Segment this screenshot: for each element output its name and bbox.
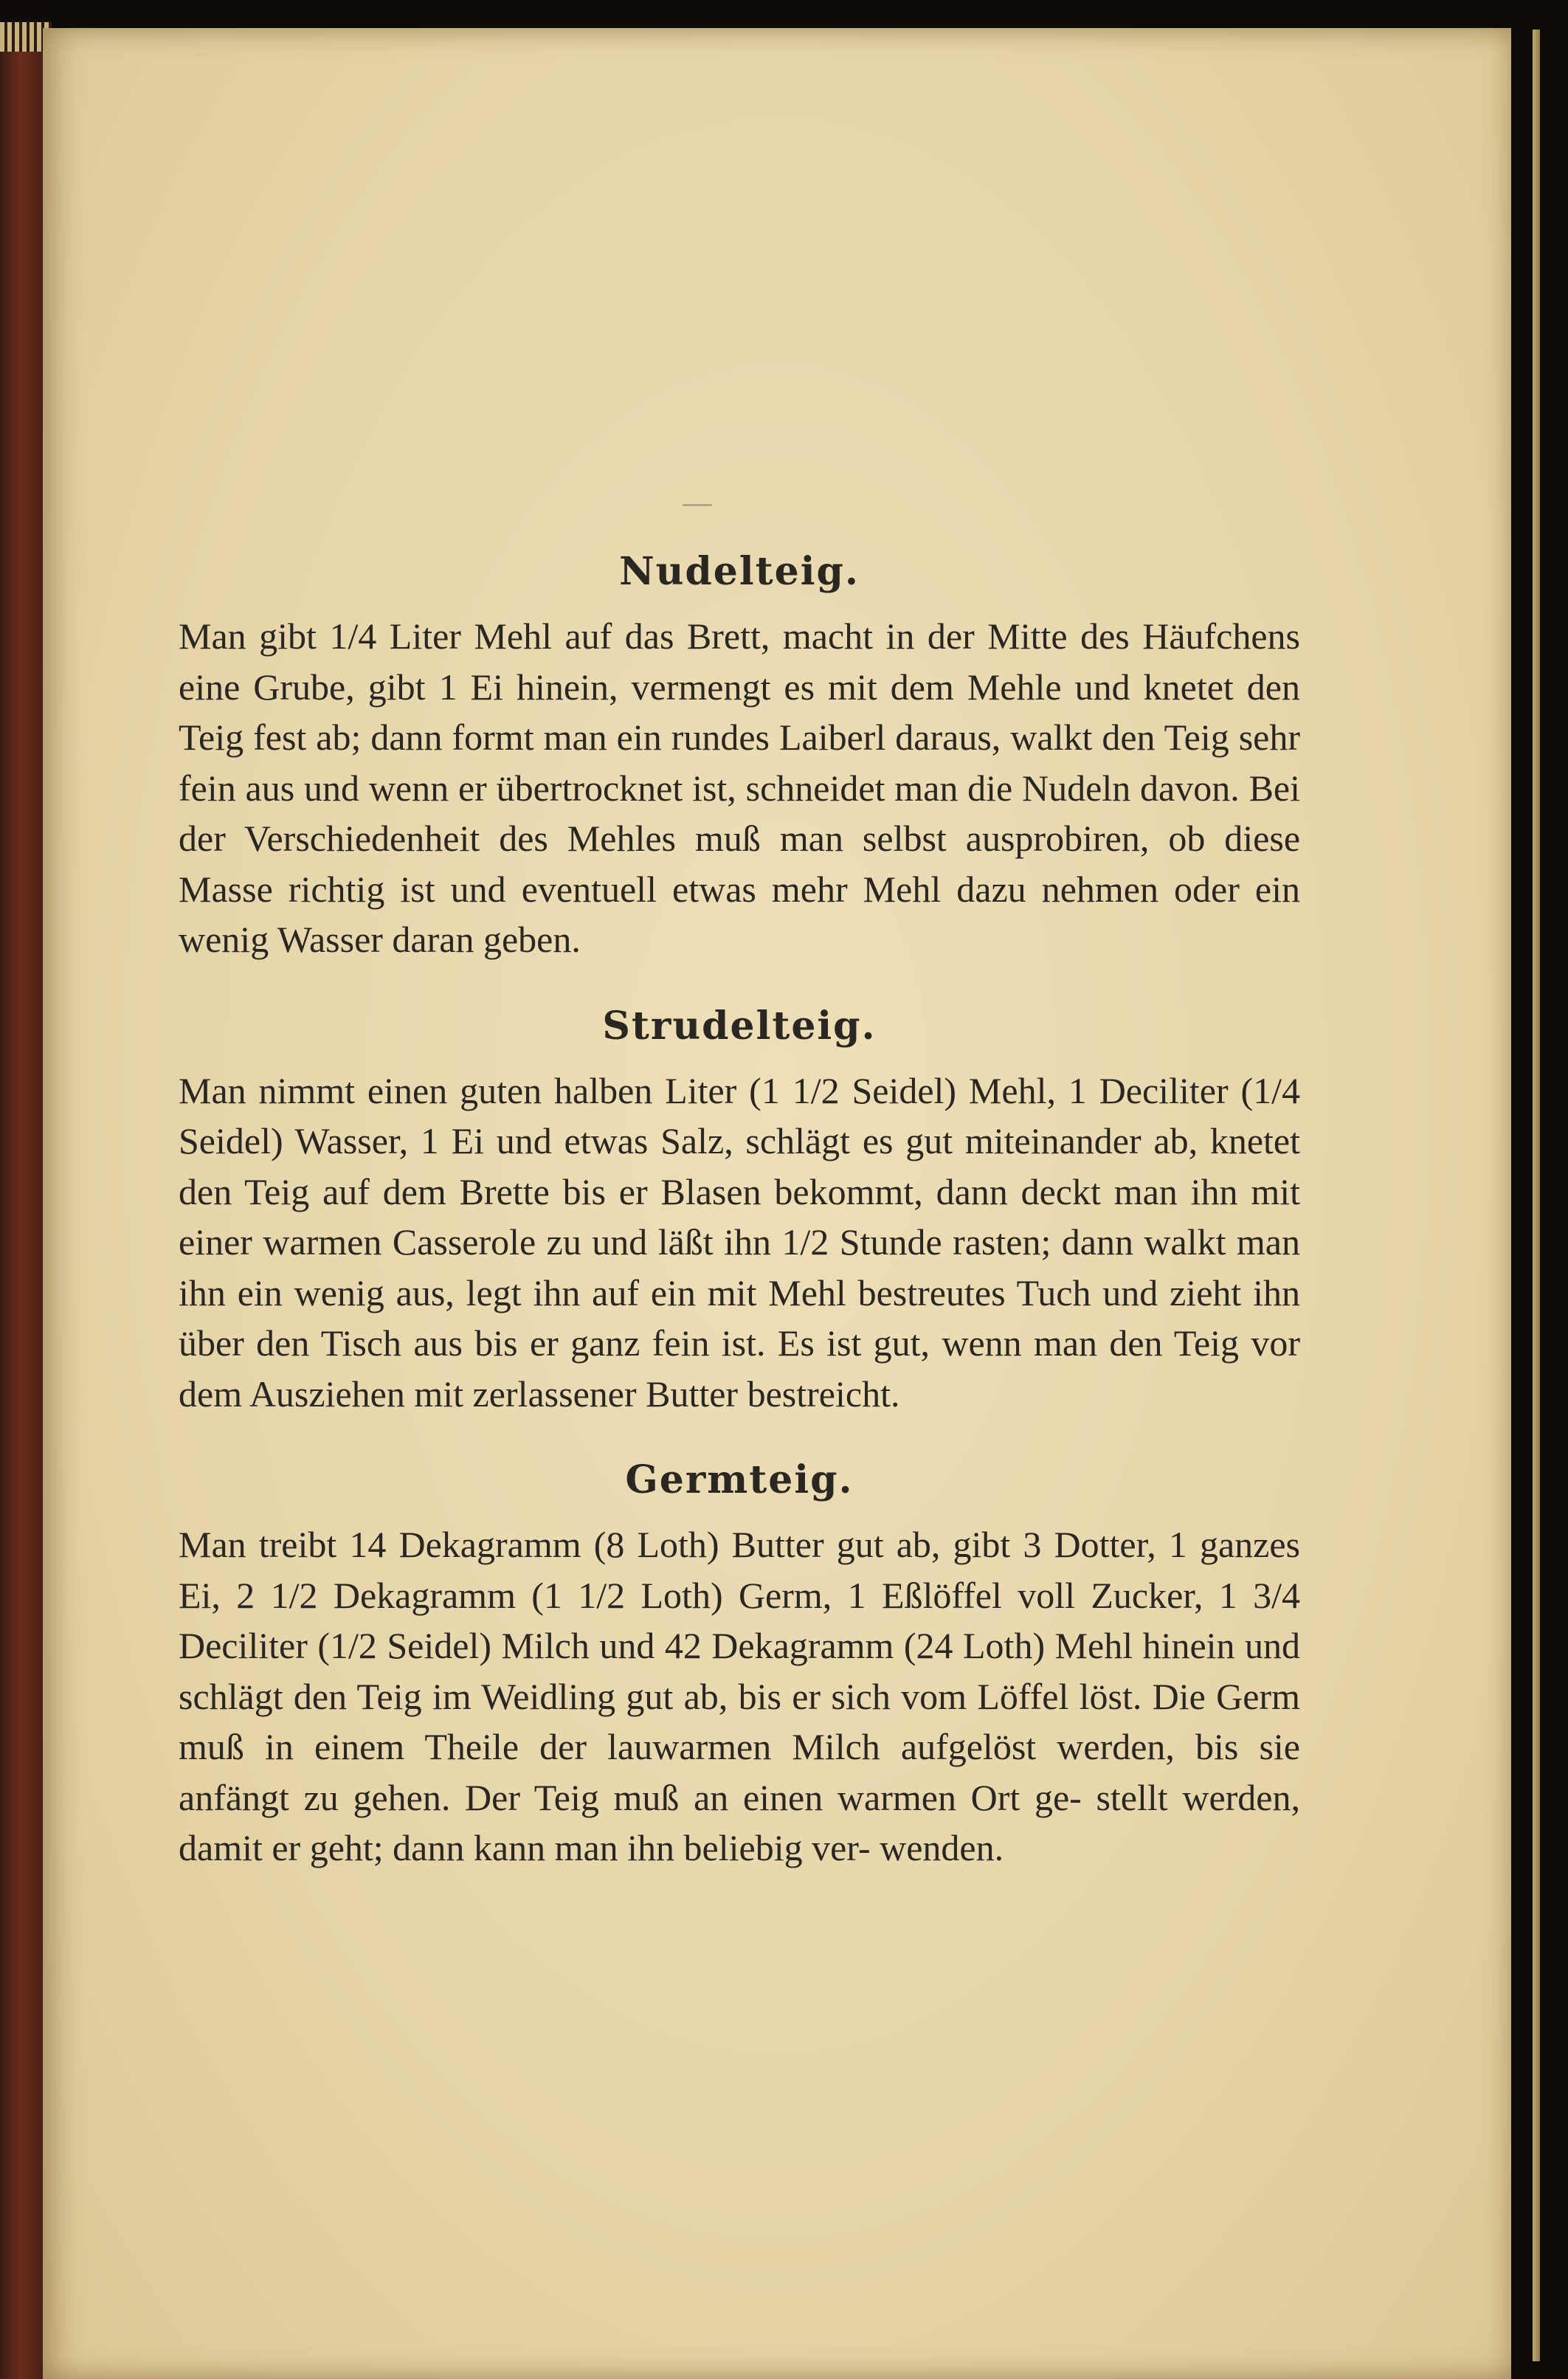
section-paragraph [179,1519,1300,1874]
section-heading: Strudelteig. [602,1003,877,1049]
text-line: anfängt zu gehen. Der Teig muß an einen warmen Ort ge- [179,1776,1082,1818]
section-heading: Nudelteig. [619,549,860,594]
section-nudelteig [179,546,1300,965]
text-line: Bei der Verschiedenheit des Mehles muß man selbst ausprobiren, [179,767,1300,859]
text-line: 42 Dekagramm (24 Loth) Mehl hinein und schlägt den Teig im [179,1625,1301,1717]
page-content [179,546,1300,1909]
text-line: wenig aus, legt ihn auf ein mit Mehl bestreutes Tuch und [294,1271,1158,1313]
text-line: in einem Theile der lauwarmen Milch aufgelöst werden, bis sie [265,1726,1301,1767]
text-line: 1 Eßlöffel voll Zucker, 1 3/4 Deciliter (1/2 Seidel) Milch und [179,1574,1301,1666]
text-line: wenden. [880,1827,1004,1868]
text-line: Blasen bekommt, dann deckt man ihn mit einer warmen Casserole [179,1170,1300,1263]
page-edge [1533,30,1540,2361]
section-paragraph [179,1066,1300,1420]
text-line: 1 Deciliter (1/4 Seidel) Wasser, 1 Ei und etwas Salz, schlägt [179,1069,1300,1161]
page-mark [683,504,712,506]
text-line: bestreicht. [747,1372,900,1415]
text-line: Mitte des Häufchens eine Grube, gibt 1 Ei hinein, vermengt [179,615,1301,708]
text-line: ob diese Masse richtig ist und eventuell etwas mehr Mehl dazu [179,818,1301,910]
section-heading: Germteig. [625,1457,854,1502]
text-line: es gut miteinander ab, knetet den Teig auf dem Brette bis er [179,1120,1300,1212]
text-line: es mit dem Mehle und knetet den Teig fest ab; dann formt [179,666,1301,758]
text-line: Man nimmt einen guten halben Liter (1 1/2 Seidel) Mehl, [179,1069,1056,1111]
text-line: zu und läßt ihn 1/2 Stunde rasten; dann walkt man ihn ein [179,1221,1301,1313]
text-line: Man gibt 1/4 Liter Mehl auf das Brett, macht in der [179,615,975,657]
text-line: stellt werden, damit er geht; dann kann man ihn beliebig ver- [179,1776,1300,1868]
section-paragraph [179,611,1300,965]
text-line: wenn man den Teig vor dem Ausziehen mit zerlassener Butter [179,1322,1301,1415]
text-line: Man treibt 14 Dekagramm (8 Loth) Butter gut ab, gibt [179,1524,1011,1565]
text-line: 3 Dotter, 1 ganzes Ei, 2 1/2 Dekagramm (1 1/2 Loth) Germ, [179,1524,1300,1616]
text-line: zieht ihn über den Tisch aus bis er ganz fein ist. Es ist gut, [179,1271,1300,1364]
text-line: und wenn er übertrocknet ist, schneidet man die Nudeln davon. [304,767,1240,809]
text-line: nehmen oder ein wenig Wasser daran geben. [179,868,1300,960]
section-germteig [179,1454,1300,1874]
section-strudelteig [179,1001,1300,1420]
text-line: man ein rundes Laiberl daraus, walkt den Teig sehr fein aus [179,717,1301,809]
text-line: Weidling gut ab, bis er sich vom Löffel löst. Die Germ muß [179,1675,1300,1767]
